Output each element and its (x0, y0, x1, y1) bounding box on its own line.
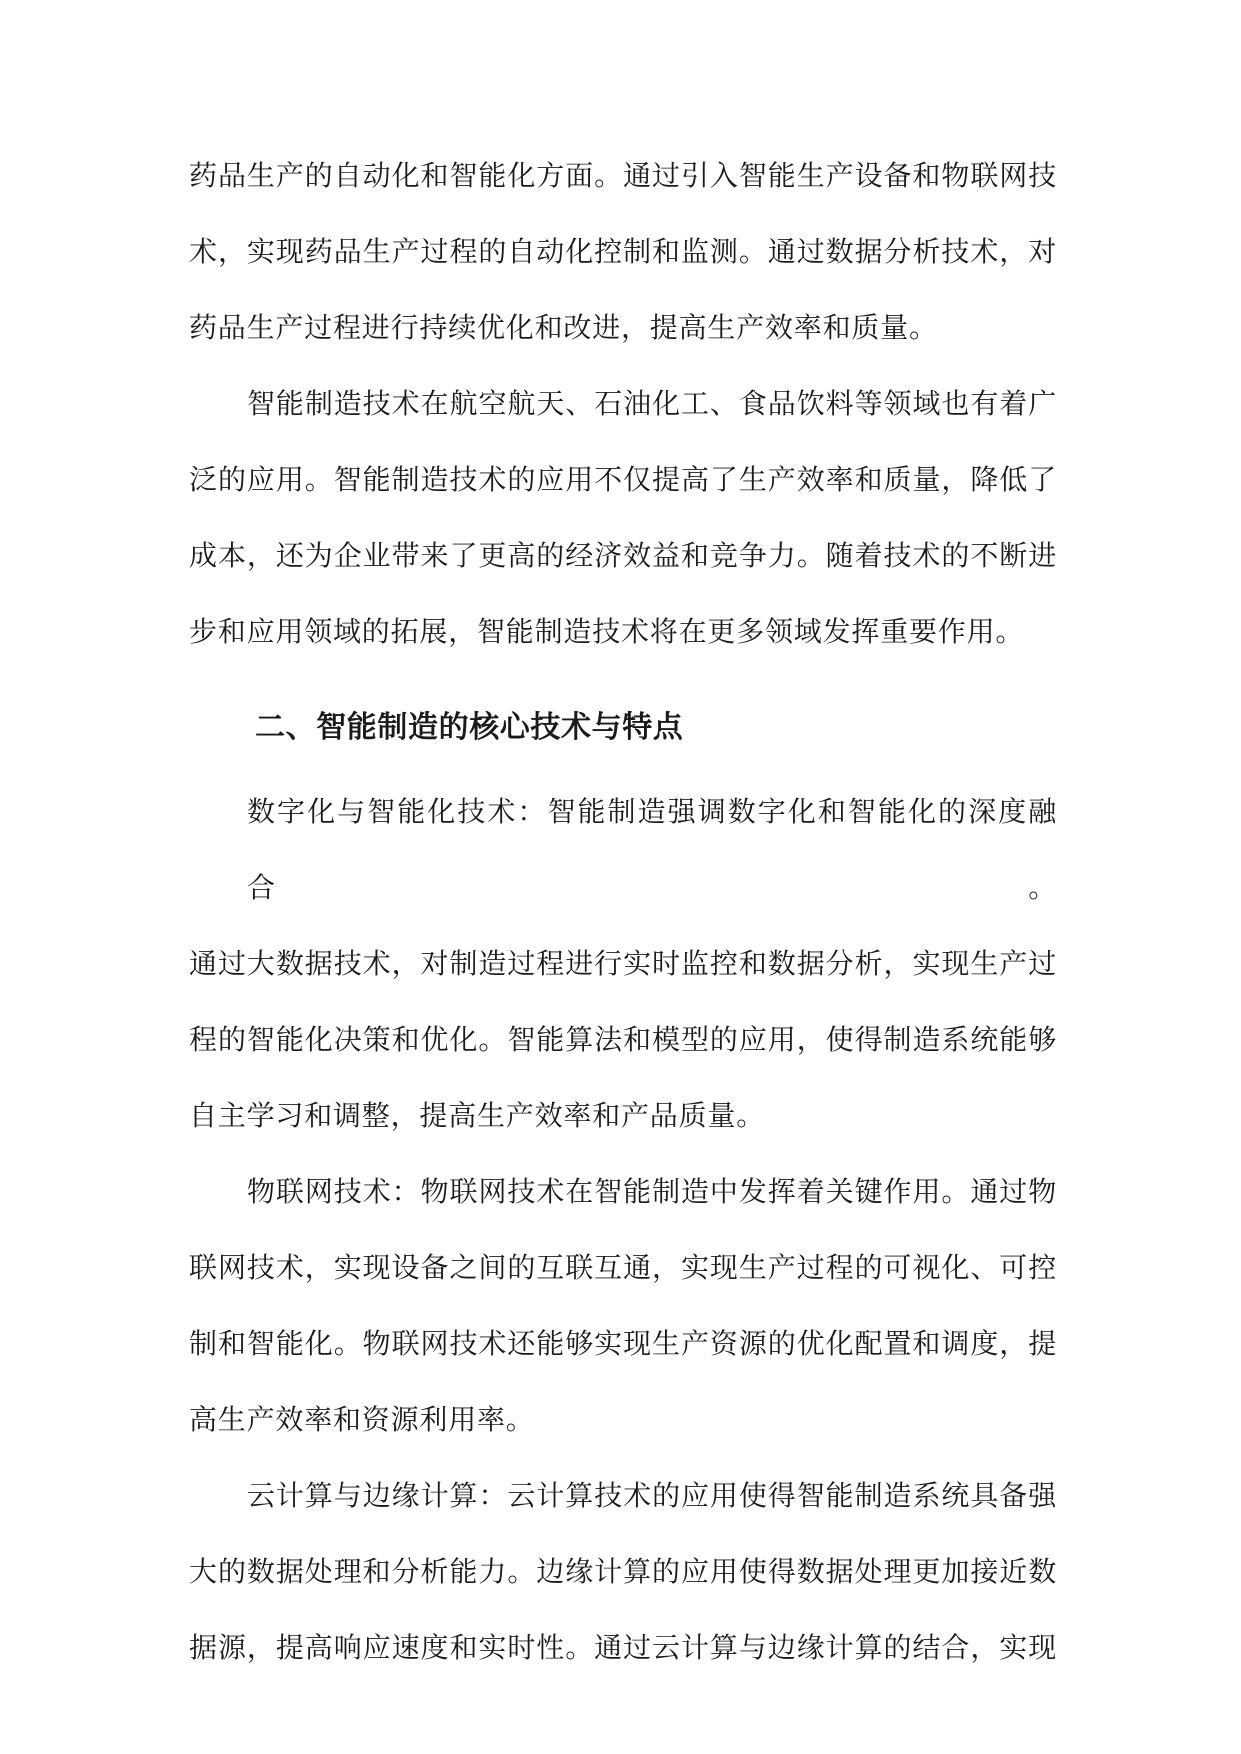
text-line: 据源，提高响应速度和实时性。通过云计算与边缘计算的结合，实现 (189, 1631, 1057, 1664)
paragraph-iot-tech (189, 1154, 1057, 1458)
paragraph-other-industries (189, 366, 1057, 670)
text-line: 高生产效率和资源利用率。 (189, 1403, 535, 1436)
section-heading: 二、智能制造的核心技术与特点 (255, 710, 684, 745)
paragraph-cloud-edge-computing (189, 1458, 1057, 1686)
text-line: 制和智能化。物联网技术还能够实现生产资源的优化配置和调度，提 (189, 1327, 1057, 1360)
text-line: 步和应用领域的拓展，智能制造技术将在更多领域发挥重要作用。 (189, 615, 1025, 648)
text-line: 通过大数据技术，对制造过程进行实时监控和数据分析，实现生产过 (189, 947, 1057, 980)
text-line: 联网技术，实现设备之间的互联互通，实现生产过程的可视化、可控 (189, 1251, 1057, 1284)
text-line: 术，实现药品生产过程的自动化控制和监测。通过数据分析技术，对 (189, 235, 1057, 268)
text-line: 泛的应用。智能制造技术的应用不仅提高了生产效率和质量，降低了 (189, 463, 1057, 496)
text-line: 物联网技术：物联网技术在智能制造中发挥着关键作用。通过物 (247, 1175, 1057, 1208)
text-line: 自主学习和调整，提高生产效率和产品质量。 (189, 1099, 766, 1132)
text-line: 大的数据处理和分析能力。边缘计算的应用使得数据处理更加接近数 (189, 1555, 1057, 1588)
text-line: 药品生产的自动化和智能化方面。通过引入智能生产设备和物联网技 (189, 159, 1057, 192)
text-line: 云计算与边缘计算：云计算技术的应用使得智能制造系统具备强 (247, 1479, 1057, 1512)
paragraph-digital-intelligent-tech (189, 774, 1057, 1154)
document-page (189, 138, 1057, 1686)
text-line: 成本，还为企业带来了更高的经济效益和竞争力。随着技术的不断进 (189, 539, 1057, 572)
paragraph-pharma-automation (189, 138, 1057, 366)
text-line: 程的智能化决策和优化。智能算法和模型的应用，使得制造系统能够 (189, 1023, 1057, 1056)
text-line: 药品生产过程进行持续优化和改进，提高生产效率和质量。 (189, 311, 938, 344)
text-line: 数字化与智能化技术：智能制造强调数字化和智能化的深度融合。 (247, 795, 1057, 904)
text-line: 智能制造技术在航空航天、石油化工、食品饮料等领域也有着广 (247, 387, 1057, 420)
